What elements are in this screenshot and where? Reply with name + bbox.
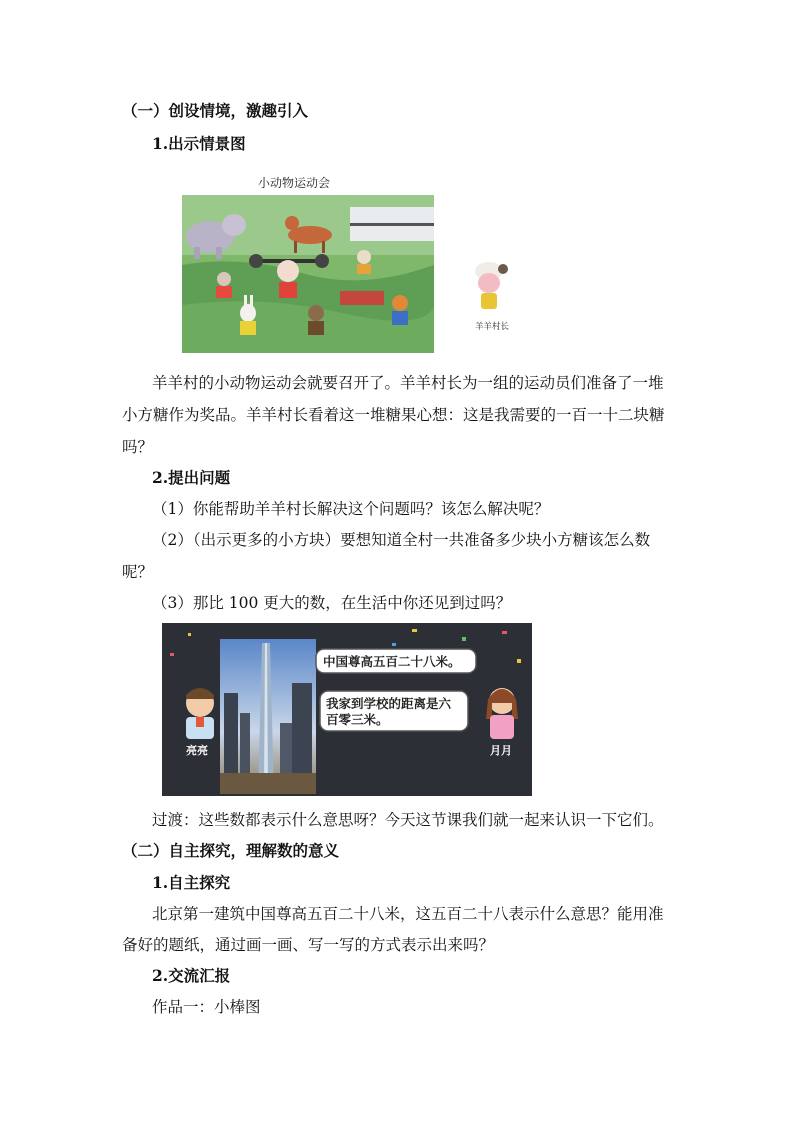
paragraph1-line3: 吗？	[122, 438, 154, 456]
transition-text: 过渡：这些数都表示什么意思呀？今天这节课我们就一起来认识一下它们。	[152, 811, 664, 829]
work1-label: 作品一：小棒图	[152, 998, 261, 1016]
village-chief-image	[469, 259, 513, 311]
paragraph1-line2: 小方糖作为奖品。羊羊村长看着这一堆糖果心想：这是我需要的一百一十二块糖	[122, 406, 665, 424]
question3: （3）那比 100 更大的数，在生活中你还见到过吗？	[152, 594, 512, 612]
name-liangliang: 亮亮	[186, 744, 208, 757]
section2-sub1: 1.自主探究	[152, 873, 231, 892]
name-yueyue: 月月	[490, 744, 512, 757]
bubble1-text: 中国尊高五百二十八米。	[323, 654, 461, 669]
bubble2-line2: 百零三米。	[326, 712, 389, 727]
tower-dialogue-image	[162, 623, 532, 796]
question1: （1）你能帮助羊羊村长解决这个问题吗？该怎么解决呢？	[152, 500, 550, 518]
section2-heading: （二）自主探究，理解数的意义	[122, 841, 340, 860]
section2-paragraph-line2: 备好的题纸，通过画一画、写一写的方式表示出来吗？	[122, 936, 495, 954]
animal-sports-meeting-image	[182, 195, 434, 353]
section2-sub2: 2.交流汇报	[152, 966, 231, 985]
question2-line2: 呢？	[122, 563, 154, 581]
section2-paragraph-line1: 北京第一建筑中国尊高五百二十八米，这五百二十八表示什么意思？能用准	[152, 905, 664, 923]
section1-sub2: 2.提出问题	[152, 468, 231, 487]
figure1-title: 小动物运动会	[258, 176, 331, 190]
question2-line1: （2）（出示更多的小方块）要想知道全村一共准备多少块小方糖该怎么数	[152, 531, 651, 549]
section1-sub1: 1.出示情景图	[152, 134, 246, 153]
bubble2-line1: 我家到学校的距离是六	[326, 696, 452, 711]
section1-heading: （一）创设情境，激趣引入	[122, 101, 309, 120]
village-chief-caption: 羊羊村长	[475, 322, 510, 332]
paragraph1-line1: 羊羊村的小动物运动会就要召开了。羊羊村长为一组的运动员们准备了一堆	[152, 374, 664, 392]
